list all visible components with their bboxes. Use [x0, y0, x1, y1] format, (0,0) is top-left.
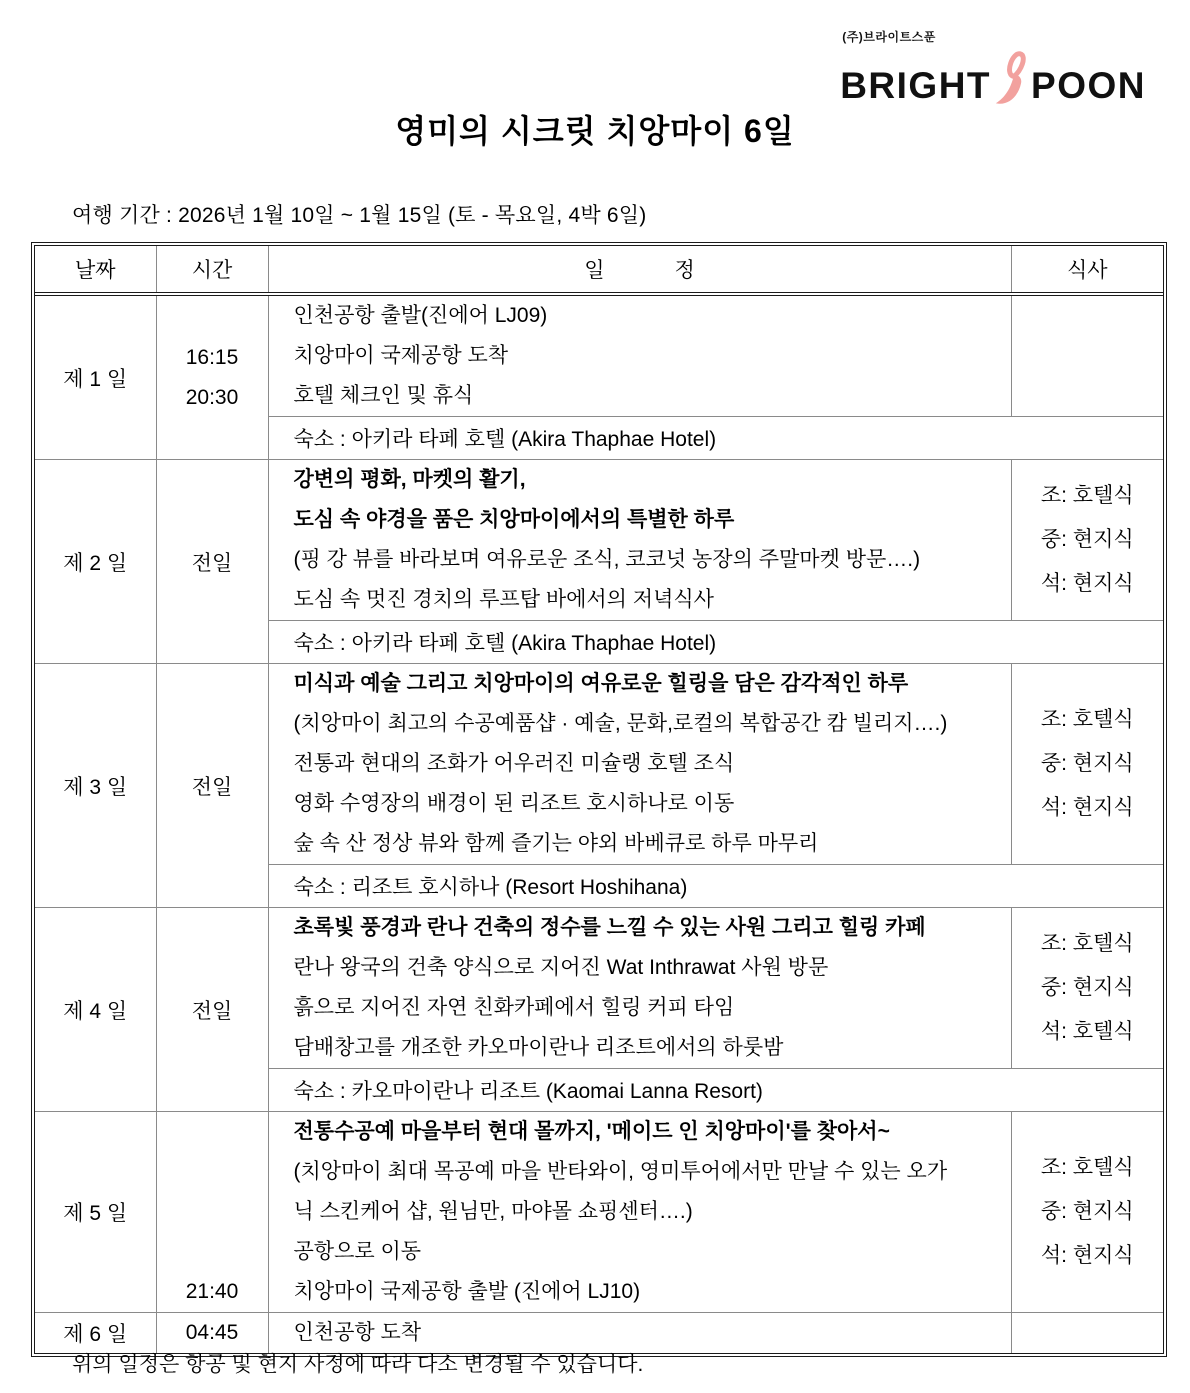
- schedule-cell: [268, 908, 1011, 1069]
- meal-line: 중: 현지식: [1040, 1200, 1134, 1223]
- day-row: [35, 460, 1163, 621]
- page-title: 영미의 시크릿 치앙마이 6일: [395, 113, 795, 149]
- footer-note: 위의 일정은 항공 및 현지 사정에 따라 다소 변경될 수 있습니다.: [72, 1353, 644, 1376]
- schedule-cell: [268, 294, 1011, 417]
- schedule-line: 전통수공예 마을부터 현대 몰까지, '메이드 인 치앙마이'를 찾아서~: [293, 1120, 890, 1143]
- schedule-line: (핑 강 뷰를 바라보며 여유로운 조식, 코코넛 농장의 주말마켓 방문….): [293, 548, 921, 571]
- itinerary-body: [35, 294, 1163, 1353]
- time-value: [157, 1232, 268, 1272]
- itinerary-table-wrap: [31, 242, 1167, 1357]
- schedule-line: 인천공항 도착: [293, 1321, 422, 1344]
- lodging-cell: 숙소 : 아키라 타페 호텔 (Akira Thaphae Hotel): [268, 621, 1163, 664]
- day-row: [35, 294, 1163, 417]
- day-row: [35, 1112, 1163, 1313]
- time-value: [157, 1112, 268, 1152]
- time-value: 20:30: [185, 385, 239, 409]
- lodging-cell: 숙소 : 카오마이란나 리조트 (Kaomai Lanna Resort): [268, 1069, 1163, 1112]
- meal-line: 조: 호텔식: [1040, 1156, 1134, 1179]
- time-value: 전일: [191, 999, 233, 1023]
- day-label-cell: 제 2 일: [35, 460, 156, 664]
- meal-cell: [1011, 294, 1163, 417]
- itinerary-table: [35, 246, 1163, 1353]
- schedule-line: 란나 왕국의 건축 양식으로 지어진 Wat Inthrawat 사원 방문: [293, 956, 829, 979]
- schedule-cell: [268, 460, 1011, 621]
- day-row: [35, 664, 1163, 865]
- schedule-line: 치앙마이 국제공항 도착: [293, 344, 509, 367]
- time-lines: [157, 338, 268, 418]
- header-schedule: 일 정: [268, 246, 1011, 294]
- schedule-line: 숲 속 산 정상 뷰와 함께 즐기는 야외 바베큐로 하루 마무리: [293, 832, 819, 855]
- time-value: [157, 1152, 268, 1192]
- meal-line: 석: 현지식: [1040, 572, 1134, 595]
- time-lines: [157, 1112, 268, 1312]
- time-value: 전일: [191, 775, 233, 799]
- company-name-small: (주)브라이트스푼: [842, 30, 936, 44]
- time-cell: [156, 1112, 268, 1313]
- day-label-cell: 제 4 일: [35, 908, 156, 1112]
- meal-cell: [1011, 460, 1163, 621]
- day-label-cell: 제 5 일: [35, 1112, 156, 1313]
- time-value: 21:40: [185, 1280, 239, 1303]
- schedule-line: 강변의 평화, 마켓의 활기,: [293, 468, 526, 491]
- meal-line: 석: 호텔식: [1040, 1020, 1134, 1043]
- meal-cell: [1011, 1313, 1163, 1354]
- time-value: 전일: [191, 551, 233, 575]
- spoon-swirl-icon: [994, 46, 1030, 112]
- meal-line: 중: 현지식: [1040, 752, 1134, 775]
- schedule-line: 닉 스킨케어 샵, 원님만, 마야몰 쇼핑센터….): [293, 1200, 693, 1223]
- meal-cell: [1011, 664, 1163, 865]
- time-cell: [156, 908, 268, 1112]
- schedule-line: 초록빛 풍경과 란나 건축의 정수를 느낄 수 있는 사원 그리고 힐링 카페: [293, 916, 926, 939]
- day-row: [35, 908, 1163, 1069]
- meal-line: 석: 현지식: [1040, 1244, 1134, 1267]
- schedule-cell: [268, 664, 1011, 865]
- schedule-line: 공항으로 이동: [293, 1240, 422, 1263]
- meal-line: 중: 현지식: [1040, 528, 1134, 551]
- schedule-line: 미식과 예술 그리고 치앙마이의 여유로운 힐링을 담은 감각적인 하루: [293, 672, 909, 695]
- brand-wordmark: [840, 46, 1146, 104]
- schedule-line: 전통과 현대의 조화가 어우러진 미슐랭 호텔 조식: [293, 752, 735, 775]
- header-meal: 식사: [1011, 246, 1163, 294]
- time-cell: [156, 294, 268, 460]
- brand-text-left: BRIGHT: [840, 65, 992, 106]
- schedule-cell: [268, 1112, 1011, 1313]
- lodging-cell: 숙소 : 아키라 타페 호텔 (Akira Thaphae Hotel): [268, 417, 1163, 460]
- schedule-line: (치앙마이 최고의 수공예품샵 · 예술, 문화,로컬의 복합공간 캄 빌리지….): [293, 712, 948, 735]
- meal-line: 조: 호텔식: [1040, 484, 1134, 507]
- meal-line: 석: 현지식: [1040, 796, 1134, 819]
- schedule-line: 치앙마이 국제공항 출발 (진에어 LJ10): [293, 1280, 641, 1303]
- header-date: 날짜: [35, 246, 156, 294]
- meal-cell: [1011, 908, 1163, 1069]
- time-value: 16:15: [185, 345, 239, 369]
- lodging-cell: 숙소 : 리조트 호시하나 (Resort Hoshihana): [268, 865, 1163, 908]
- schedule-line: 흙으로 지어진 자연 친화카페에서 힐링 커피 타임: [293, 996, 735, 1019]
- day-label-cell: 제 1 일: [63, 367, 128, 391]
- time-value: 04:45: [185, 1321, 239, 1344]
- header-time: 시간: [156, 246, 268, 294]
- meal-line: 조: 호텔식: [1040, 708, 1134, 731]
- travel-period: 여행 기간 : 2026년 1월 10일 ~ 1월 15일 (토 - 목요일, 4박 6일): [72, 204, 647, 227]
- schedule-line: 도심 속 멋진 경치의 루프탑 바에서의 저녁식사: [293, 588, 714, 611]
- time-cell: [156, 460, 268, 664]
- day-row: [35, 1313, 1163, 1354]
- brand-logo: [840, 28, 1146, 104]
- day-label-cell: 제 6 일: [35, 1313, 156, 1354]
- time-cell: [156, 1313, 268, 1354]
- brand-text-right: POON: [1031, 65, 1146, 106]
- table-header-row: [35, 246, 1163, 294]
- schedule-cell: [268, 1313, 1011, 1354]
- schedule-line: 영화 수영장의 배경이 된 리조트 호시하나로 이동: [293, 792, 735, 815]
- schedule-line: (치앙마이 최대 목공예 마을 반타와이, 영미투어에서만 만날 수 있는 오가: [293, 1160, 948, 1183]
- schedule-line: 도심 속 야경을 품은 치앙마이에서의 특별한 하루: [293, 508, 735, 531]
- meal-line: 조: 호텔식: [1040, 932, 1134, 955]
- time-value: [157, 1192, 268, 1232]
- meal-line: 중: 현지식: [1040, 976, 1134, 999]
- schedule-line: 호텔 체크인 및 휴식: [293, 384, 474, 407]
- time-cell: [156, 664, 268, 908]
- meal-cell: [1011, 1112, 1163, 1313]
- day-label-cell: 제 3 일: [35, 664, 156, 908]
- schedule-line: 인천공항 출발(진에어 LJ09): [293, 304, 548, 327]
- schedule-line: 담배창고를 개조한 카오마이란나 리조트에서의 하룻밤: [293, 1036, 784, 1059]
